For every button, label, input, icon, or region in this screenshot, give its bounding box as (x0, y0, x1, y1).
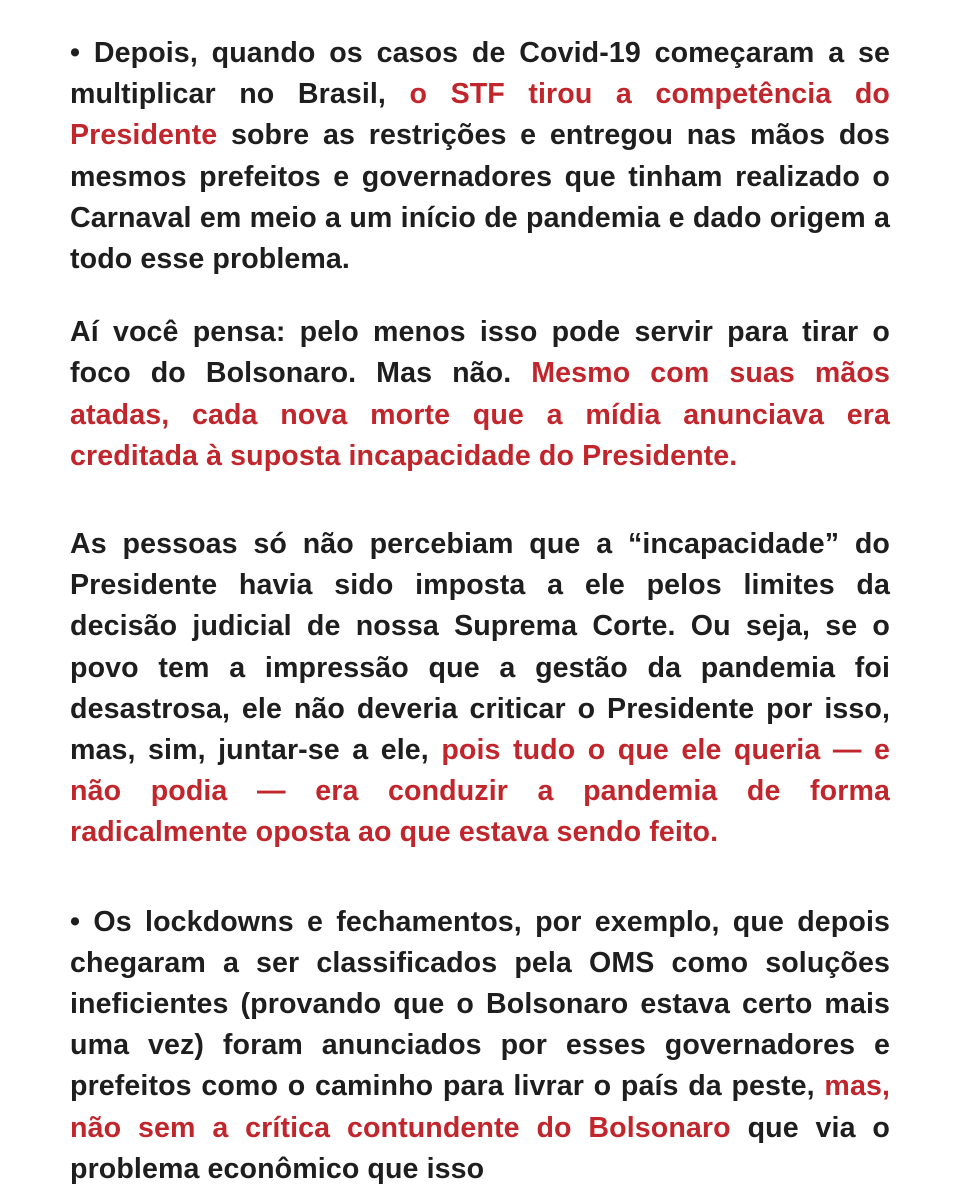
highlighted-text-segment: mas, não sem a crítica contundente do Bolsonaro (70, 1070, 890, 1144)
text-segment: As pessoas só não percebiam que a “incapacidade” do Presidente havia sido imposta a ele pelos limites da decisão judicial de nossa Suprema Corte. Ou seja, se o povo tem a impressão que a gestão da pandemia foi desastrosa, ele não deveria criticar o Presidente por isso, mas, sim, juntar-se a ele, (70, 528, 890, 767)
text-segment: • Os lockdowns e fechamentos, por exemplo, que depois chegaram a ser classificados pela OMS como soluções ineficientes (provando que o Bolsonaro estava certo mais uma vez) foram anunciados por esses governadores e prefeitos como o caminho para livrar o país da peste, (70, 905, 890, 1103)
paragraph-lockdowns (70, 902, 890, 1190)
paragraph-stf-competencia (70, 33, 890, 280)
text-segment: Aí você pensa: pelo menos isso pode servir para tirar o foco do Bolsonaro. Mas não. (70, 316, 890, 390)
text-segment: sobre as restrições e entregou nas mãos dos mesmos prefeitos e governadores que tinham realizado o Carnaval em meio a um início de pandemia e dado origem a todo esse problema. (70, 119, 890, 276)
paragraph-foco-bolsonaro (70, 312, 890, 477)
highlighted-text-segment: o STF tirou a competência do Presidente (70, 78, 890, 152)
paragraph-incapacidade (70, 524, 890, 854)
document-page (70, 33, 890, 1190)
text-segment: • Depois, quando os casos de Covid-19 começaram a se multiplicar no Brasil, (70, 37, 890, 111)
highlighted-text-segment: pois tudo o que ele queria — e não podia — era conduzir a pandemia de forma radicalmente oposta ao que estava sendo feito. (70, 734, 890, 849)
text-segment: que via o problema econômico que isso (70, 1111, 891, 1185)
highlighted-text-segment: Mesmo com suas mãos atadas, cada nova morte que a mídia anunciava era creditada à suposta incapacidade do Presidente. (70, 357, 890, 472)
